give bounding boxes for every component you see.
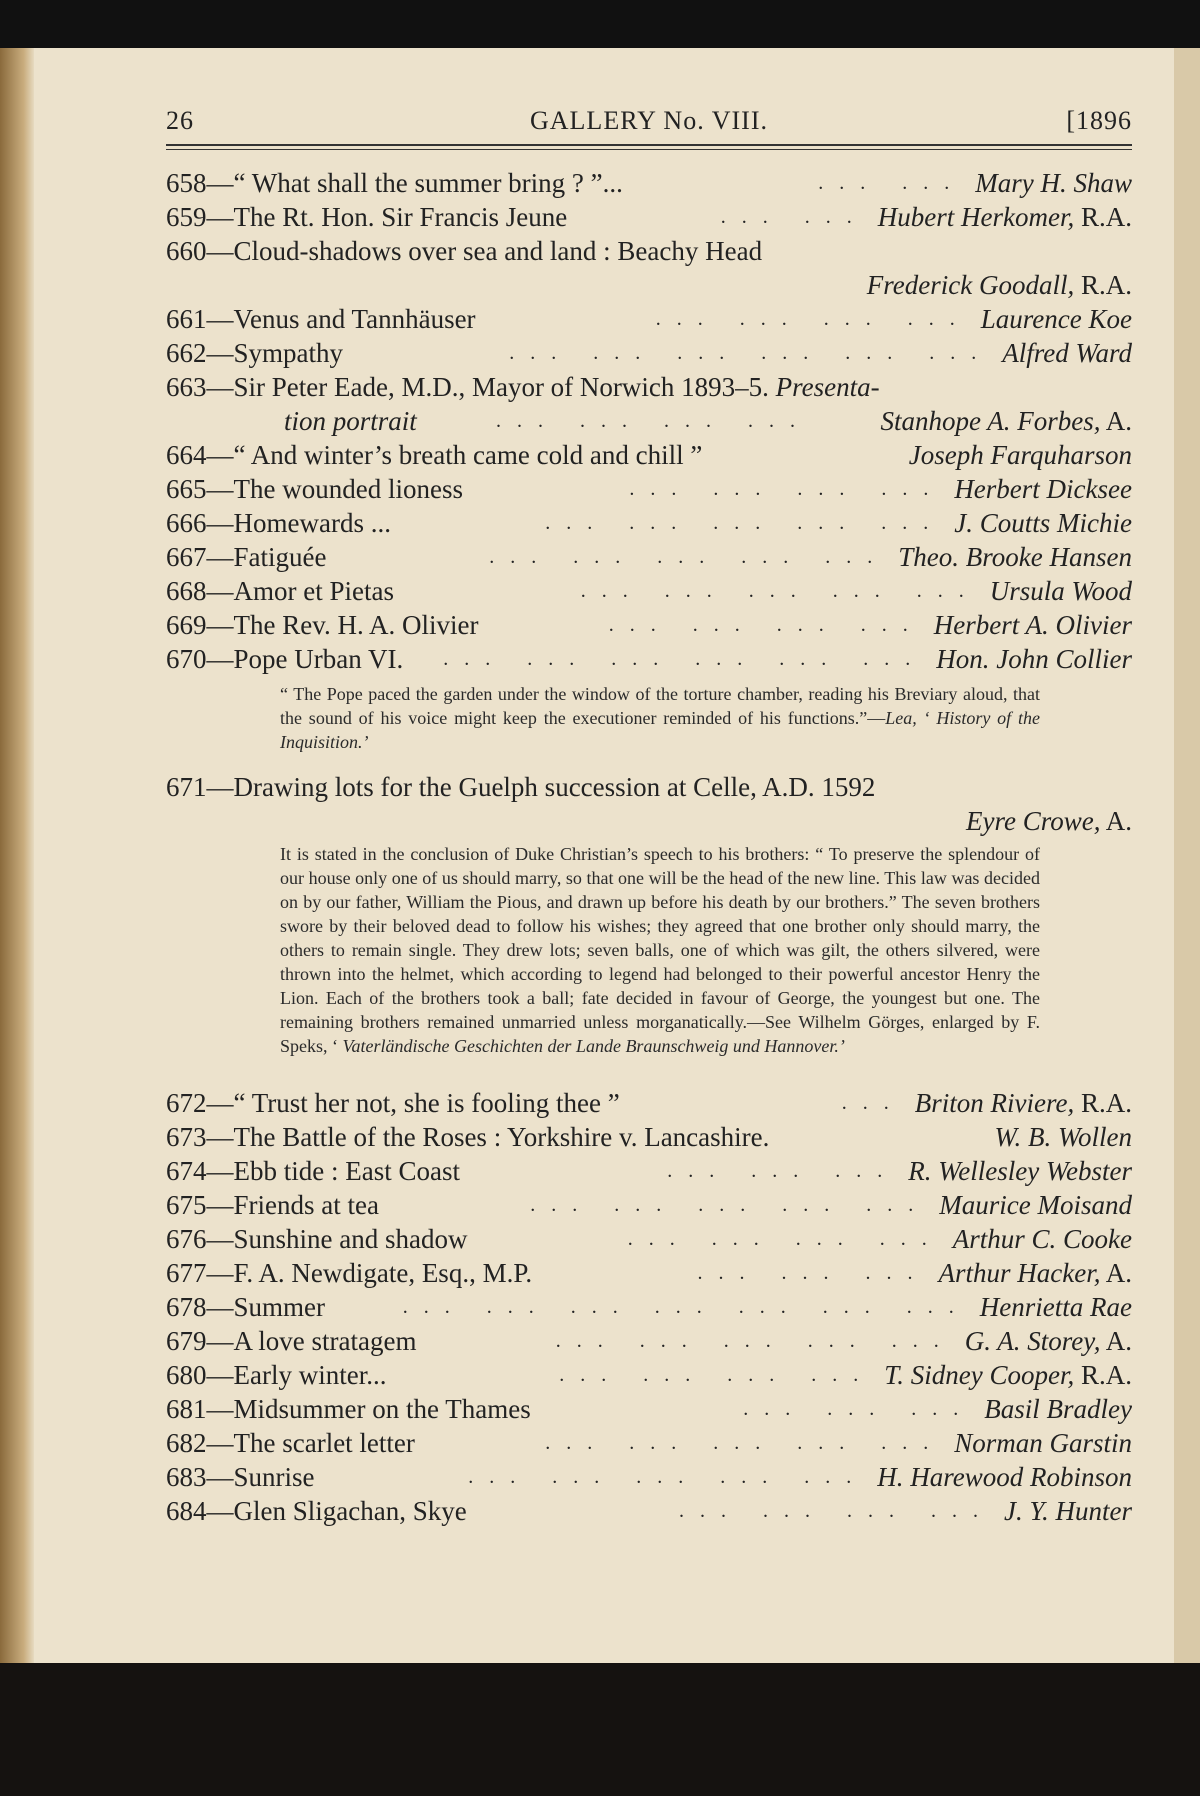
entry-number: 679 — [166, 1326, 207, 1356]
leader-dots: ... ... ... ... — [655, 308, 971, 330]
leader-dots: ... ... — [720, 206, 868, 228]
entry-title: —The scarlet letter — [206, 1428, 415, 1458]
artist-name: Hon. John Collier — [936, 644, 1132, 674]
artist-name: Mary H. Shaw — [975, 168, 1132, 198]
artist-name: Ursula Wood — [989, 576, 1132, 606]
entry-title: —Early winter... — [206, 1360, 387, 1390]
leader-dots: ... ... ... ... ... — [545, 512, 945, 534]
entry-number: 682 — [166, 1428, 207, 1458]
artist-name: Herbert Dicksee — [954, 474, 1132, 504]
leader-dots: ... ... ... ... — [559, 1364, 875, 1386]
catalogue-entry — [166, 166, 1132, 200]
entry-number: 675 — [166, 1190, 207, 1220]
entry-title: —The Rev. H. A. Olivier — [206, 610, 479, 640]
leader-dots: ... ... ... ... — [496, 410, 811, 432]
catalogue-entry — [166, 642, 1132, 676]
catalogue-entry-continued — [166, 268, 1132, 302]
catalogue-entry — [166, 574, 1132, 608]
leader-dots: ... ... ... ... — [608, 614, 924, 636]
page-header — [166, 106, 1132, 142]
entry-title: —F. A. Newdigate, Esq., M.P. — [206, 1258, 533, 1288]
entry-title-italic: Presenta- — [768, 372, 880, 402]
catalogue-entry — [166, 1120, 1132, 1154]
artist-name: Henrietta Rae — [979, 1292, 1132, 1322]
catalogue-entry — [166, 370, 1132, 404]
entry-note: It is stated in the conclusion of Duke Christian’s speech to his brothers: “ To preserve the splendour of our house only one of us should marry, so that one will be the head of the new line. This law was decided on by our father, William the Pious, and drawn up before his death by our brothers.” The seven brothers swore by their beloved dead to follow his wishes; they agreed that one brother only should marry, the others to remain single. They drew lots; seven balls, one of which was gilt, the others silvered, were thrown into the helmet, which according to legend had belonged to their powerful ancestor Henry the Lion. Each of the brothers took a ball; fate decided in favour of George, the youngest but one. The remaining brothers remained unmarried unless morganatically.—See Wilhelm Görges, enlarged by F. Speks, ‘ Vaterländische Geschichten der Lande Braunschweig und Hannover.’ — [280, 844, 1040, 1056]
entry-number: 670 — [166, 644, 207, 674]
artist-name: Hubert Herkomer, R.A. — [877, 202, 1132, 232]
entry-number: 666 — [166, 508, 207, 538]
entry-number: 667 — [166, 542, 207, 572]
entry-title: —“ And winter’s breath came cold and chill ” — [206, 440, 703, 470]
book-page — [0, 48, 1200, 1663]
entry-number: 669 — [166, 610, 207, 640]
entry-title: —Sympathy — [206, 338, 344, 368]
entry-title: —Homewards ... — [206, 508, 391, 538]
header-rule-thick — [166, 144, 1132, 146]
page-gutter — [0, 48, 34, 1663]
leader-dots: ... ... ... ... ... — [489, 546, 889, 568]
catalogue-entry — [166, 1086, 1132, 1120]
entry-number: 677 — [166, 1258, 207, 1288]
entry-title: —The Rt. Hon. Sir Francis Jeune — [206, 202, 568, 232]
artist-name: Arthur Hacker, A. — [938, 1258, 1132, 1288]
catalogue-entry — [166, 472, 1132, 506]
catalogue-entry — [166, 336, 1132, 370]
artist-name: Herbert A. Olivier — [933, 610, 1132, 640]
header-rule-thin — [166, 149, 1132, 150]
catalogue-entry — [166, 506, 1132, 540]
leader-dots: ... ... ... ... — [629, 478, 945, 500]
artist-name: Arthur C. Cooke — [952, 1224, 1132, 1254]
page-number: 26 — [166, 106, 194, 135]
entry-title: —A love stratagem — [206, 1326, 417, 1356]
artist-name: Frederick Goodall, R.A. — [866, 270, 1132, 300]
artist-name: Alfred Ward — [1002, 338, 1132, 368]
catalogue-entry — [166, 234, 1132, 268]
catalogue-entry — [166, 1188, 1132, 1222]
entry-title: —Amor et Pietas — [206, 576, 394, 606]
leader-dots: ... — [841, 1092, 905, 1114]
leader-dots: ... ... ... — [667, 1160, 899, 1182]
catalogue-entry — [166, 438, 1132, 472]
entry-number: 663 — [166, 372, 207, 402]
entry-title: —“ Trust her not, she is fooling thee ” — [206, 1088, 620, 1118]
entry-number: 676 — [166, 1224, 207, 1254]
entry-number: 662 — [166, 338, 207, 368]
catalogue-entry — [166, 770, 1132, 804]
entry-title: —Midsummer on the Thames — [206, 1394, 531, 1424]
catalogue-entry — [166, 1426, 1132, 1460]
entry-title: —Fatiguée — [206, 542, 327, 572]
background-surface — [0, 1663, 1200, 1796]
entry-title: —Glen Sligachan, Skye — [206, 1496, 467, 1526]
entry-title: —Sunrise — [206, 1462, 315, 1492]
entry-title: —Cloud-shadows over sea and land : Beachy Head — [206, 236, 763, 266]
leader-dots: ... ... ... ... ... ... — [443, 648, 927, 670]
leader-dots: ... ... — [818, 172, 966, 194]
catalogue-entry — [166, 1222, 1132, 1256]
entry-title: —Venus and Tannhäuser — [206, 304, 476, 334]
catalogue-entry — [166, 1256, 1132, 1290]
catalogue-list — [166, 166, 1132, 1528]
entry-number: 680 — [166, 1360, 207, 1390]
catalogue-entry — [166, 1358, 1132, 1392]
entry-title: —Ebb tide : East Coast — [206, 1156, 460, 1186]
artist-name: W. B. Wollen — [994, 1122, 1132, 1152]
leader-dots: ... ... ... ... ... — [530, 1194, 930, 1216]
artist-name: Joseph Farquharson — [908, 440, 1132, 470]
artist-name: T. Sidney Cooper, R.A. — [884, 1360, 1132, 1390]
leader-dots: ... ... ... ... — [627, 1228, 943, 1250]
entry-title: —Sunshine and shadow — [206, 1224, 468, 1254]
entry-number: 684 — [166, 1496, 207, 1526]
entry-title: —The wounded lioness — [206, 474, 463, 504]
artist-name: Briton Riviere, R.A. — [914, 1088, 1132, 1118]
artist-name: J. Coutts Michie — [954, 508, 1132, 538]
entry-title-continued: tion portrait — [284, 406, 417, 436]
year-label: [1896 — [1066, 106, 1132, 135]
entry-number: 683 — [166, 1462, 207, 1492]
catalogue-entry — [166, 1460, 1132, 1494]
artist-name: Theo. Brooke Hansen — [898, 542, 1132, 572]
artist-name: H. Harewood Robinson — [877, 1462, 1132, 1492]
entry-title: —“ What shall the summer bring ? ”... — [206, 168, 623, 198]
entry-title: —Pope Urban VI. — [206, 644, 404, 674]
entry-note: “ The Pope paced the garden under the window of the torture chamber, reading his Breviary aloud, that the sound of his voice might keep the executioner reminded of his functions.”—Lea, ‘ History of the Inquisition.’ — [280, 684, 1040, 752]
entry-number: 665 — [166, 474, 207, 504]
catalogue-entry — [166, 1494, 1132, 1528]
entry-number: 673 — [166, 1122, 207, 1152]
entry-number: 660 — [166, 236, 207, 266]
gallery-title: GALLERY No. VIII. — [530, 106, 768, 135]
leader-dots: ... ... ... — [743, 1398, 975, 1420]
entry-title: —Friends at tea — [206, 1190, 379, 1220]
entry-title: —Summer — [206, 1292, 325, 1322]
leader-dots: ... ... ... ... ... — [468, 1466, 868, 1488]
entry-number: 681 — [166, 1394, 207, 1424]
leader-dots: ... ... ... ... — [678, 1500, 994, 1522]
artist-name: Norman Garstin — [954, 1428, 1132, 1458]
entry-number: 674 — [166, 1156, 207, 1186]
artist-name: Basil Bradley — [984, 1394, 1132, 1424]
leader-dots: ... ... ... ... ... — [545, 1432, 945, 1454]
catalogue-entry — [166, 302, 1132, 336]
catalogue-entry — [166, 200, 1132, 234]
entry-number: 658 — [166, 168, 207, 198]
catalogue-entry — [166, 1324, 1132, 1358]
artist-name: Laurence Koe — [980, 304, 1132, 334]
catalogue-entry — [166, 1154, 1132, 1188]
entry-title: —Drawing lots for the Guelph succession at Celle, A.D. 1592 — [206, 772, 876, 802]
catalogue-entry-continued — [166, 804, 1132, 838]
catalogue-entry — [166, 540, 1132, 574]
leader-dots: ... ... ... ... ... — [555, 1330, 955, 1352]
entry-number: 678 — [166, 1292, 207, 1322]
artist-name: R. Wellesley Webster — [908, 1156, 1132, 1186]
entry-title: —The Battle of the Roses : Yorkshire v. Lancashire. — [206, 1122, 770, 1152]
catalogue-entry — [166, 608, 1132, 642]
entry-number: 668 — [166, 576, 207, 606]
entry-number: 671 — [166, 772, 207, 802]
catalogue-entry-continued — [166, 404, 1132, 438]
artist-name: Maurice Moisand — [939, 1190, 1132, 1220]
artist-name: Eyre Crowe, A. — [966, 806, 1132, 836]
leader-dots: ... ... ... ... ... ... ... — [402, 1296, 970, 1318]
leader-dots: ... ... ... — [697, 1262, 929, 1284]
artist-name: Stanhope A. Forbes, A. — [880, 406, 1132, 436]
entry-title: —Sir Peter Eade, M.D., Mayor of Norwich 1893–5. — [206, 372, 769, 402]
leader-dots: ... ... ... ... ... — [580, 580, 980, 602]
artist-name: J. Y. Hunter — [1003, 1496, 1132, 1526]
entry-number: 664 — [166, 440, 207, 470]
catalogue-entry — [166, 1392, 1132, 1426]
entry-number: 672 — [166, 1088, 207, 1118]
entry-number: 659 — [166, 202, 207, 232]
leader-dots: ... ... ... ... ... ... — [509, 342, 993, 364]
artist-name: G. A. Storey, A. — [964, 1326, 1132, 1356]
entry-number: 661 — [166, 304, 207, 334]
catalogue-entry — [166, 1290, 1132, 1324]
